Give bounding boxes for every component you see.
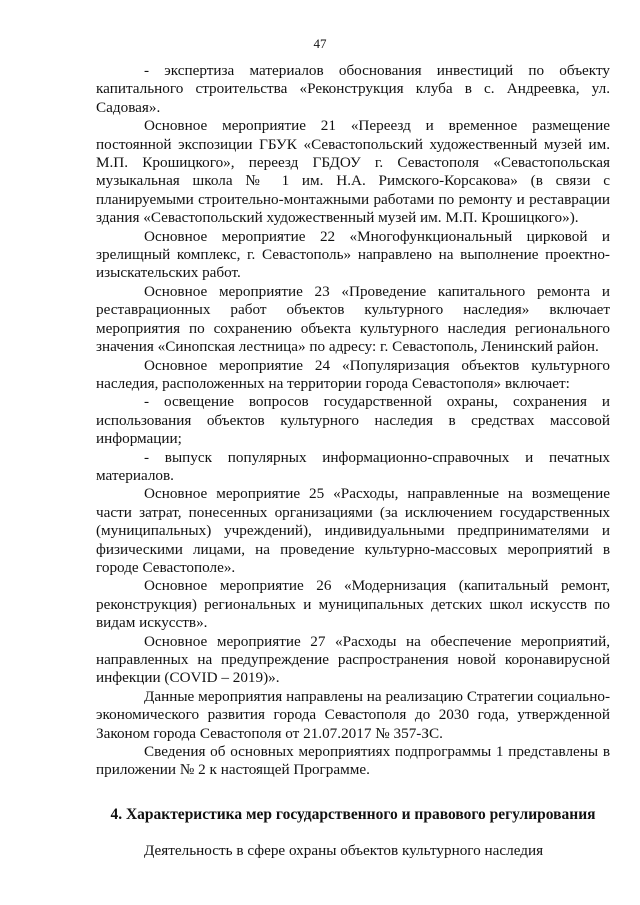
page-body [96,62,610,861]
paragraph-expertise: - экспертиза материалов обоснования инвестиций по объекту капитального строительства «Реконструкция клуба в с. Андреевка, ул. Садовая». [96,62,610,116]
section-first-line: Деятельность в сфере охраны объектов культурного наследия [144,842,544,860]
paragraph-measure-24-item-1: - освещение вопросов государственной охраны, сохранения и использования объектов культурного наследия в средствах массовой информации; [96,393,610,448]
page-number: 47 [313,36,327,51]
paragraph-measure-21: Основное мероприятие 21 «Переезд и временное размещение постоянной экспозиции ГБУК «Севастопольский художественный музей им. М.П. Крошицкого», переезд ГБДОУ г. Севастополя «Севастопольская музыкальная школа № 1 им. Н.А. Римского-Корсакова» (в связи с планируемыми строительно-монтажными работами по ремонту и реставрации здания «Севастопольский художественный музей им. М.П. Крошицкого»). [96,117,610,227]
paragraph-measure-24: Основное мероприятие 24 «Популяризация объектов культурного наследия, расположенных на территории города Севастополя» включает: [96,356,610,392]
paragraph-measure-23: Основное мероприятие 23 «Проведение капитального ремонта и реставрационных работ объектов культурного наследия» включает мероприятия по сохранению объекта культурного наследия регионального значения «Синопская лестница» по адресу: г. Севастополь, Ленинский район. [96,282,610,356]
paragraph-measure-22: Основное мероприятие 22 «Многофункциональный цирковой и зрелищный комплекс, г. Севастополь» направлено на выполнение проектно-изыскательских работ. [96,227,610,282]
paragraph-measure-26: Основное мероприятие 26 «Модернизация (капитальный ремонт, реконструкция) региональных и муниципальных детских школ искусств по видам искусств». [96,577,610,632]
paragraph-strategy: Данные мероприятия направлены на реализацию Стратегии социально-экономического развития города Севастополя до 2030 года, утвержденной Законом города Севастополя от 21.07.2017 № 357-ЗС. [96,687,610,742]
paragraph-measure-27: Основное мероприятие 27 «Расходы на обеспечение мероприятий, направленных на предупреждение распространения новой коронавирусной инфекции (COVID – 2019)». [96,632,610,687]
paragraph-appendix-reference: Сведения об основных мероприятиях подпрограммы 1 представлены в приложении № 2 к настоящей Программе. [96,743,610,779]
section-heading: 4. Характеристика мер государственного и правового регулирования [110,805,596,823]
paragraph-measure-24-item-2: - выпуск популярных информационно-справочных и печатных материалов. [96,448,610,484]
paragraph-measure-25: Основное мероприятие 25 «Расходы, направленные на возмещение части затрат, понесенных организациями (за исключением государственных (муниципальных) учреждений), индивидуальными предпринимателями и физическими лицами, на проведение культурно-массовых мероприятий в городе Севастополе». [96,485,610,576]
